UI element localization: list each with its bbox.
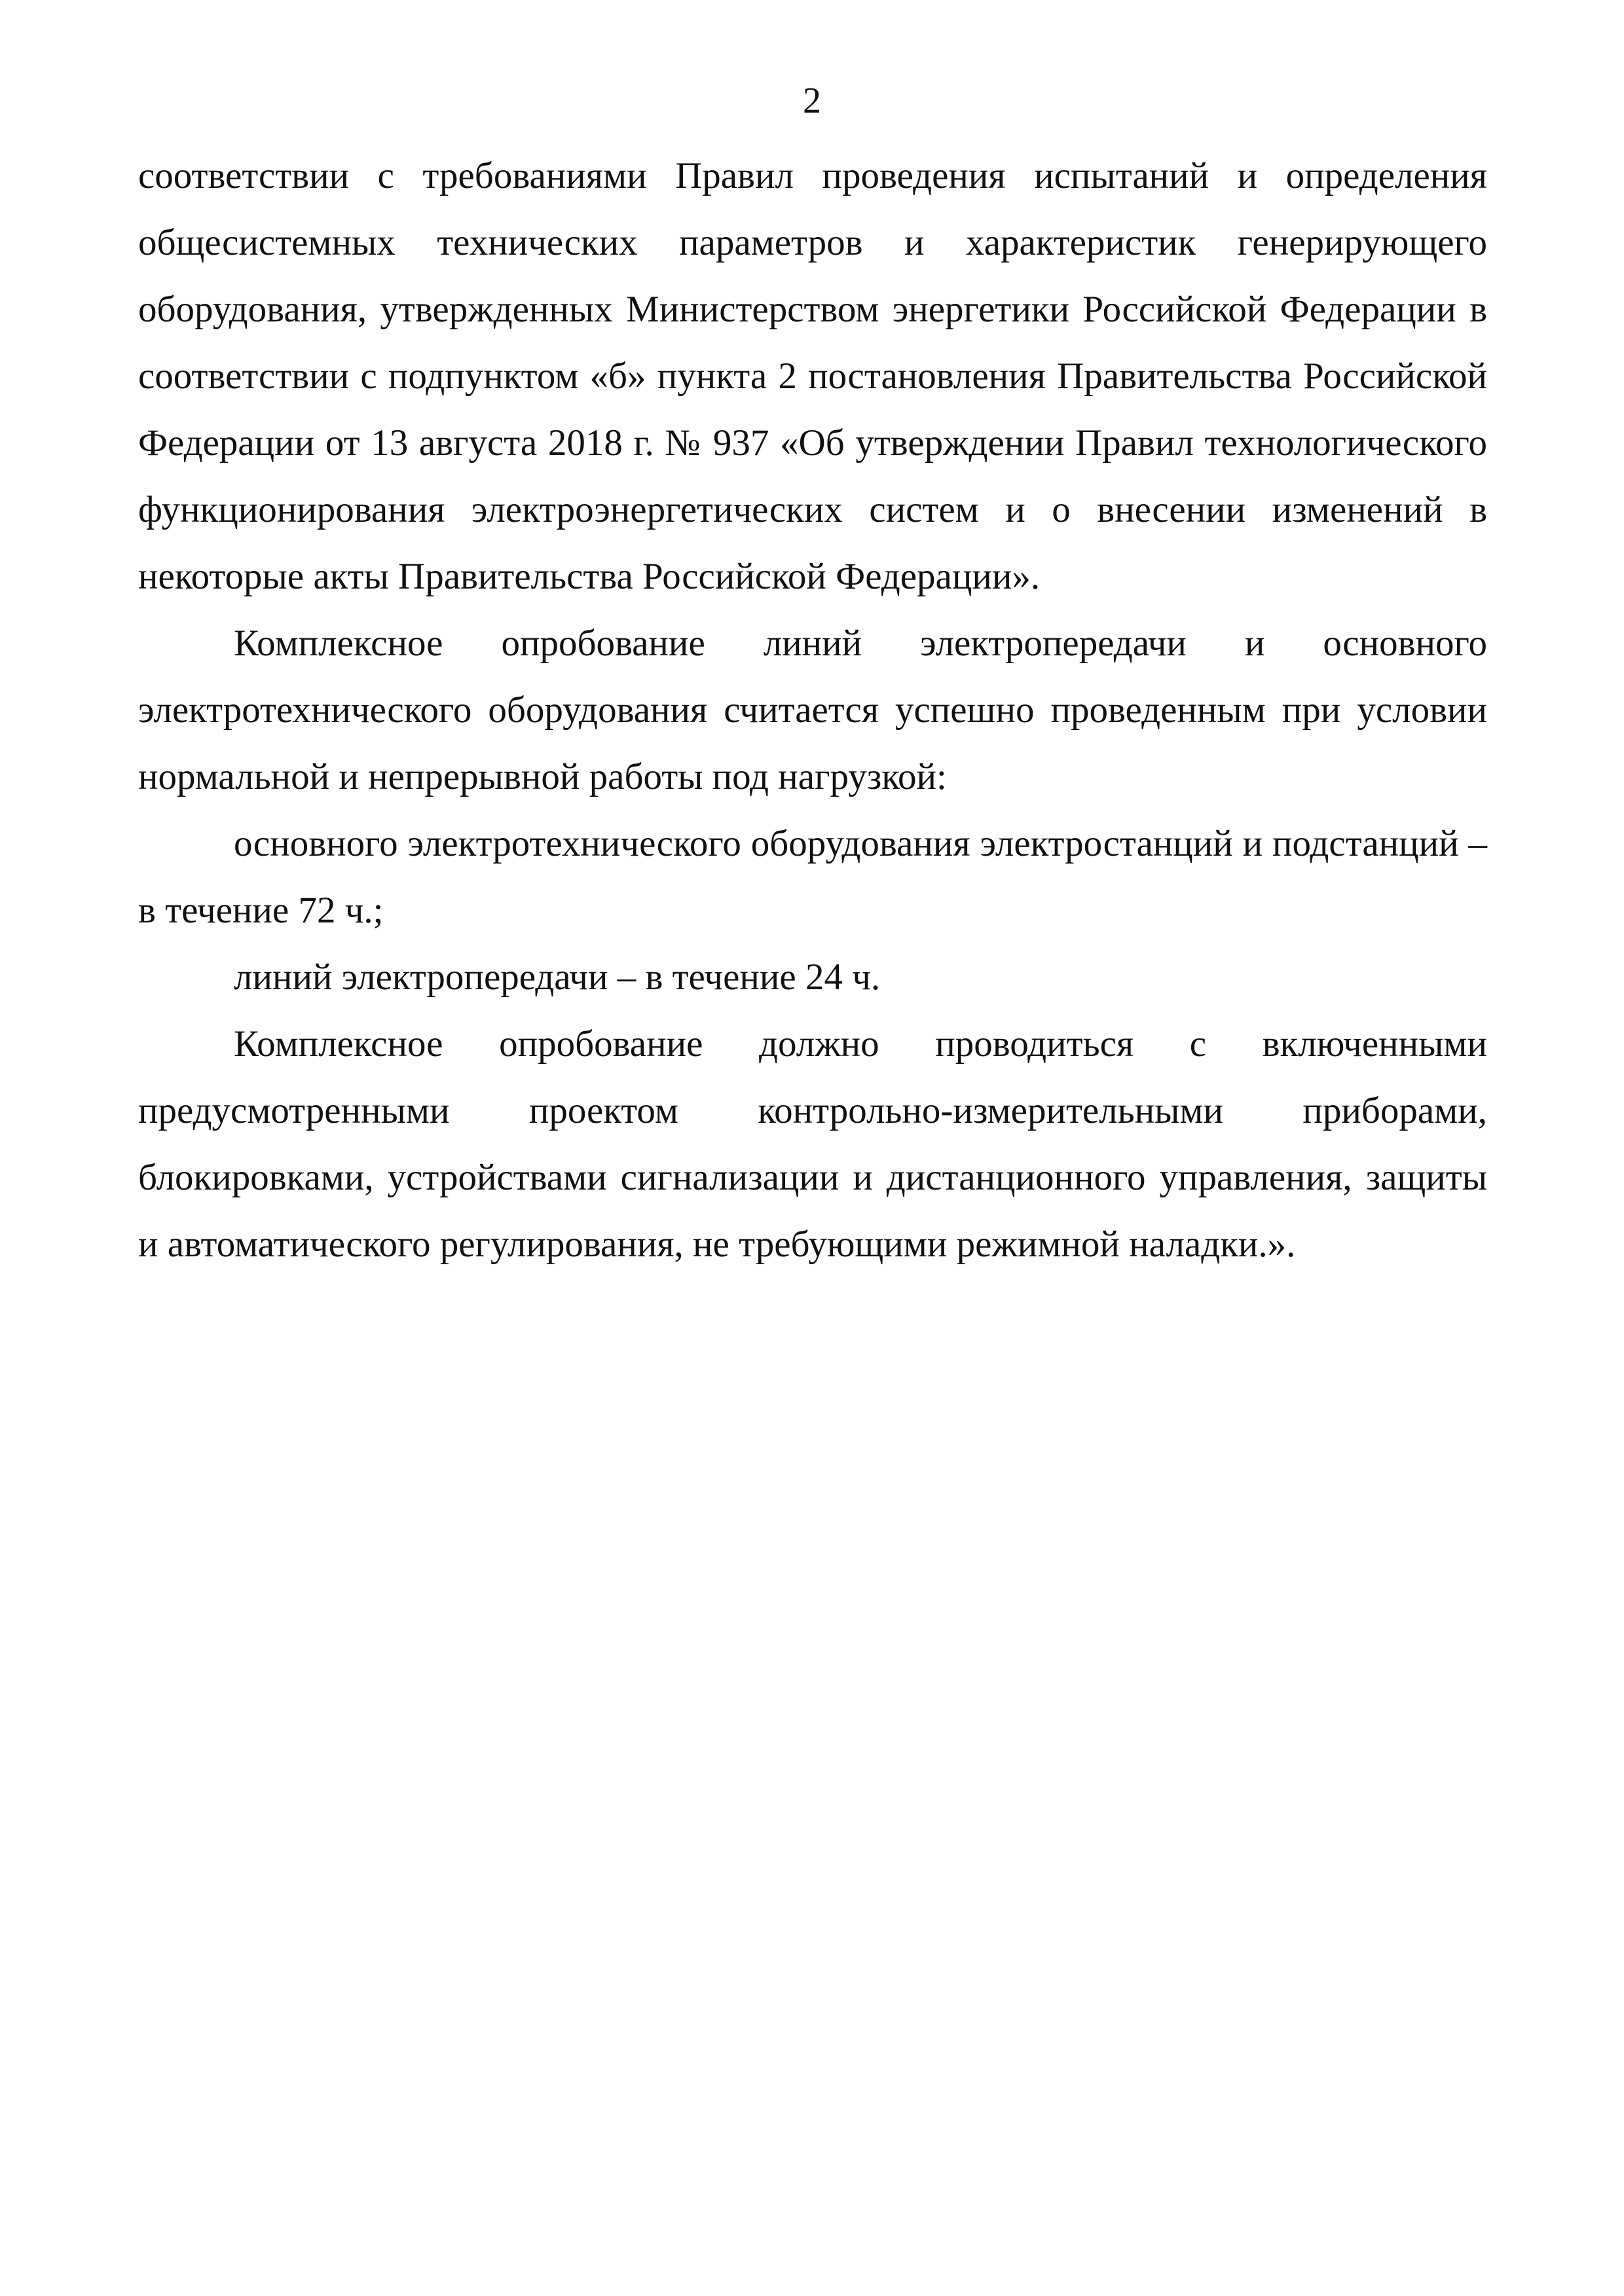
page-number: 2 [803, 81, 821, 121]
document-body [138, 143, 1487, 1278]
paragraph-power-lines-duration: линий электропередачи – в течение 24 ч. [234, 957, 881, 998]
paragraph-complex-testing-condition: Комплексное опробование линий электропередачи и основного электротехнического оборудования считается успешно проведенным при условии нормальной и непрерывной работы под нагрузкой: [138, 623, 1487, 797]
paragraph-testing-requirements: Комплексное опробование должно проводиться с включенными предусмотренными проектом контрольно-измерительными приборами, блокировками, устройствами сигнализации и дистанционного управления, защиты и автоматического регулирования, не требующими режимной наладки.». [138, 1023, 1487, 1265]
paragraph-continuation: соответствии с требованиями Правил проведения испытаний и определения общесистемных технических параметров и характеристик генерирующего оборудования, утвержденных Министерством энергетики Российской Федерации в соответствии с подпунктом «б» пункта 2 постановления Правительства Российской Федерации от 13 августа 2018 г. № 937 «Об утверждении Правил технологического функционирования электроэнергетических систем и о внесении изменений в некоторые акты Правительства Российской Федерации». [138, 155, 1487, 597]
paragraph-substation-equipment-duration: основного электротехнического оборудования электростанций и подстанций – в течение 72 ч.; [138, 823, 1487, 931]
